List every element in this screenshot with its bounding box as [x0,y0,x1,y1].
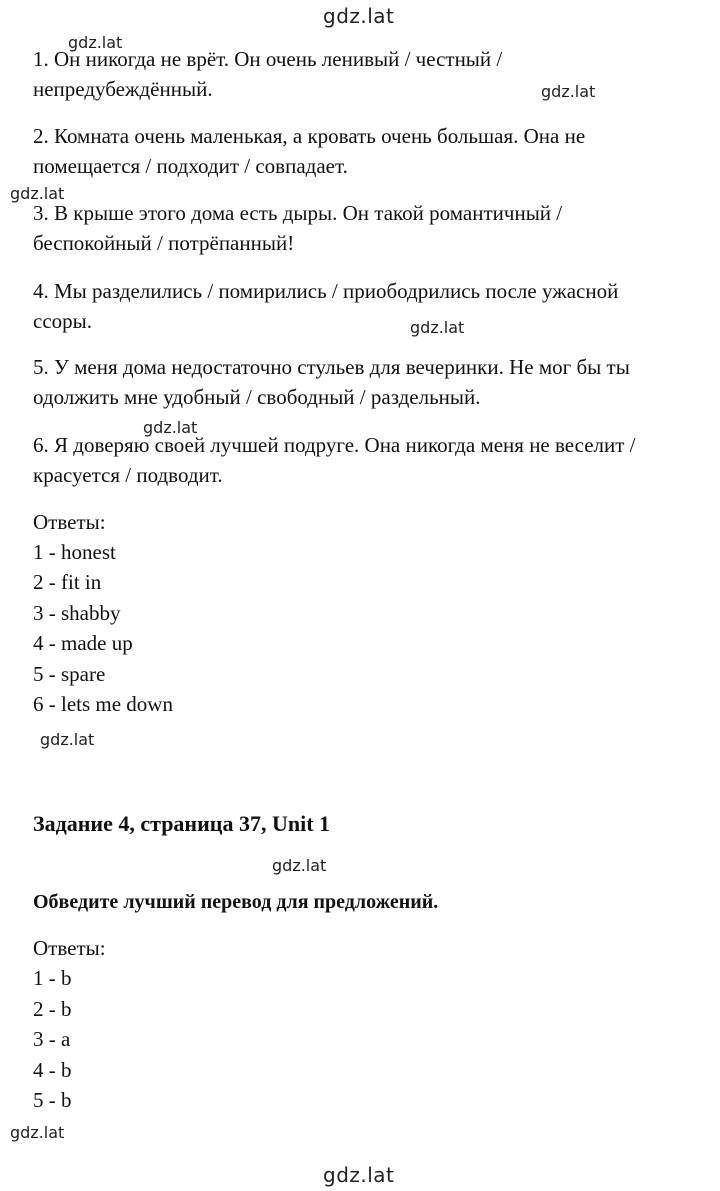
question-6-line-1: 6. Я доверяю своей лучшей подруге. Она никогда меня не веселит / [33,433,636,457]
answer-item: 6 - lets me down [33,692,173,716]
answer-item: 1 - honest [33,540,116,564]
question-5-line-1: 5. У меня дома недостаточно стульев для вечеринки. Не мог бы ты [33,355,630,379]
answer-item: 4 - made up [33,631,133,655]
watermark: gdz.lat [410,318,465,337]
answer-item: 3 - a [33,1027,71,1051]
answers-title: Ответы: [33,936,106,960]
answer-item: 3 - shabby [33,601,121,625]
question-6-line-2: красуется / подводит. [33,463,223,487]
question-1-line-1: 1. Он никогда не врёт. Он очень ленивый / честный / [33,47,503,71]
question-2-line-2: помещается / подходит / совпадает. [33,154,348,178]
task-instruction: Обведите лучший перевод для предложений. [33,891,439,913]
watermark: gdz.lat [272,856,327,875]
watermark: gdz.lat [10,1123,65,1142]
task-heading: Задание 4, страница 37, Unit 1 [33,811,331,836]
watermark: gdz.lat [323,1163,395,1187]
watermark: gdz.lat [68,33,123,52]
watermark: gdz.lat [10,184,65,203]
answer-item: 2 - b [33,997,72,1021]
question-3-line-2: беспокойный / потрёпанный! [33,231,295,255]
watermark: gdz.lat [541,82,596,101]
answer-item: 1 - b [33,966,72,990]
answer-item: 5 - b [33,1088,72,1112]
watermark: gdz.lat [40,730,95,749]
answers-title: Ответы: [33,510,106,534]
answer-item: 4 - b [33,1058,72,1082]
question-4-line-2: ссоры. [33,309,93,333]
watermark: gdz.lat [323,4,395,28]
question-1-line-2: непредубеждённый. [33,77,213,101]
question-4-line-1: 4. Мы разделились / помирились / приободрились после ужасной [33,279,619,303]
question-5-line-2: одолжить мне удобный / свободный / раздельный. [33,385,481,409]
watermark: gdz.lat [143,418,198,437]
answer-item: 2 - fit in [33,570,102,594]
question-3-line-1: 3. В крыше этого дома есть дыры. Он такой романтичный / [33,201,563,225]
answer-item: 5 - spare [33,662,106,686]
question-2-line-1: 2. Комната очень маленькая, а кровать очень большая. Она не [33,124,586,148]
